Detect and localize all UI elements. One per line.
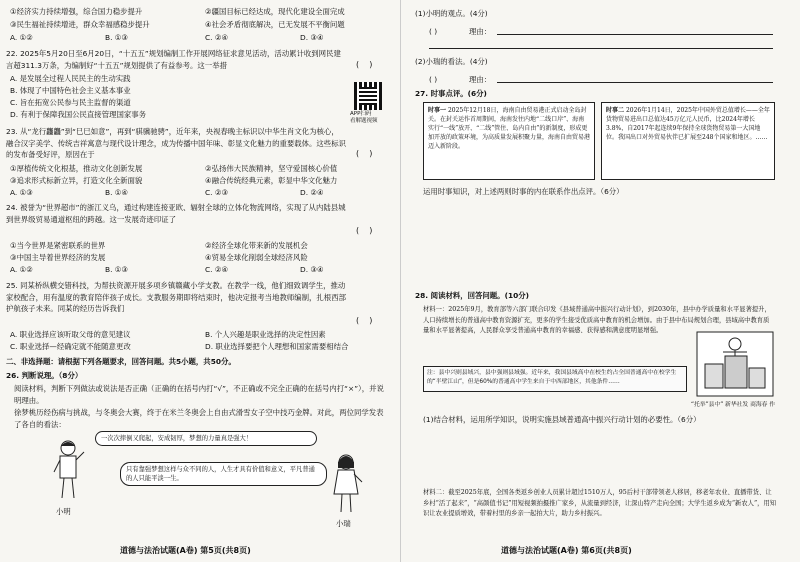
- note-box: [423, 366, 687, 392]
- answer-line[interactable]: [497, 82, 773, 83]
- question-26-material: 徐梦桃历经伤病与挑战，与冬奥会大赛，终于在米兰冬奥会上自由式滑雪女子空中技巧金牌。对此，两位同学发表了各自的看法：: [14, 408, 384, 429]
- section-heading: 二、非选择题：请根据下列各题要求，回答问题。共5小题，共50分。: [6, 357, 236, 366]
- q23-choice-c: C. ②③: [205, 188, 229, 197]
- q23-option-4: ④融合传统经典元素，彰显中华文化魅力: [205, 176, 338, 185]
- q24-option-1: ①当今世界是紧密联系的世界: [10, 241, 106, 250]
- q23-option-3: ③追求形式标新立异，打造文化全新面貌: [10, 176, 143, 185]
- choice-b: B. ①③: [105, 33, 129, 42]
- current-event-1-box: [423, 102, 595, 180]
- question-24: 24. 被誉为“世界超市”的浙江义乌，通过构建连接亚欧、辐射全球的立体化物流网络，实现了从内陆县城到世界级贸易通道枢纽的跨越。这一发展奇迹印证了: [6, 203, 346, 224]
- student-figure-icon: [48, 438, 88, 502]
- event-2-title: 时事二: [606, 107, 625, 114]
- q24-option-4: ④贸易全球化削弱全球经济风险: [205, 253, 308, 262]
- choice-d: D. ③④: [300, 33, 324, 42]
- q25-option-d: D. 职业选择要把个人理想和国家需要相结合: [205, 342, 349, 351]
- q24-choice-b: B. ①③: [105, 265, 129, 274]
- question-26-title: 26. 判断说理。（8分）: [6, 371, 83, 380]
- student-figure-icon: [326, 452, 366, 516]
- event-1-title: 时事一: [428, 107, 447, 114]
- answer-line[interactable]: [429, 48, 773, 49]
- answer-paren-22[interactable]: ( ): [356, 60, 373, 69]
- q23-choice-a: A. ①③: [10, 188, 33, 197]
- q24-option-2: ②经济全球化带来新的发展机会: [205, 241, 308, 250]
- question-28-title: 28. 阅读材料，回答问题。(10分): [415, 291, 530, 300]
- choice-a: A. ①②: [10, 33, 33, 42]
- q22-option-d: D. 有利于保障我国公民直接管理国家事务: [10, 110, 147, 119]
- option-1: ①经济实力持续增强，综合国力稳步提升: [10, 7, 143, 16]
- q24-choice-d: D. ③④: [300, 265, 324, 274]
- question-27-prompt: 运用时事知识，对上述两则时事的内在联系作出点评。（6分）: [423, 187, 624, 196]
- question-26-instruction: 阅读材料，判断下列做法或说法是否正确（正确的在括号内打“√”，不正确或不完全正确的在括号内打“×”），并说明理由。: [14, 384, 384, 405]
- q23-choice-b: B. ①④: [105, 188, 129, 197]
- q25-option-b: B. 个人兴趣是职业选择的决定性因素: [205, 330, 326, 339]
- qr-caption: APP扫码 看解题视频: [350, 111, 378, 124]
- current-event-2-box: [601, 102, 775, 180]
- q24-option-3: ③中国主导着世界经济的发展: [10, 253, 106, 262]
- cartoon-caption: “托举”县中” 新华社发 商海春 作: [691, 402, 776, 408]
- reason-label-1: 理由：: [469, 27, 492, 36]
- q22-option-c: C. 旨在拓宽公民参与民主监督的渠道: [10, 98, 131, 107]
- note-text: 注：县中兴则县域兴，县中强则县域强。近年来，我国县域高中在校生约占全国普通高中在校学生的“半壁江山”，但是60%的普通高中学生来自于中西部地区，其他条件……: [427, 370, 677, 385]
- option-4: ④社会矛盾彻底解决，已无发展不平衡问题: [205, 20, 345, 29]
- page-footer-6: 道德与法治试题(A卷) 第6页(共8页): [501, 546, 632, 555]
- option-2: ②疆国目标已经达成，现代化建设全面完成: [205, 7, 345, 16]
- option-3: ③民生福祉持续增进，群众幸福感稳步提升: [10, 20, 150, 29]
- answer-paren-1[interactable]: ( ): [429, 27, 438, 36]
- answer-paren-24[interactable]: ( ): [356, 226, 373, 235]
- answer-paren-25[interactable]: ( ): [356, 316, 373, 325]
- answer-paren-2[interactable]: ( ): [429, 75, 438, 84]
- q23-option-1: ①厚植传统文化根基，推动文化创新发展: [10, 164, 143, 173]
- student-name-left: 小明: [56, 507, 71, 516]
- q25-option-c: C. 职业选择—经确定就不能随意更改: [10, 342, 131, 351]
- speech-bubble-right: 只有靠强梦想这样与众不同的人，人生才具有价值和意义，平凡普通的人只能平淡一生。: [120, 462, 327, 486]
- material-2: 材料二：截至2025年底，全国各类返乡创业人员累计超过1510万人，95后村干部带领老人移居，移老年农业、直播带货、让乡村“活了起来”，“高颜值书记”用短视频拍摄推广家乡，从流量到经济，让深山特产走向全国；大学生返乡成为“新农人”，用知识让农业提质增效，带着村里的乡亲一起拍大片，助力乡村振兴。: [423, 489, 777, 517]
- exam-page-6: [400, 0, 800, 562]
- part-2-label: (2)小瑞的看法。(4分): [415, 57, 488, 66]
- choice-c: C. ②④: [205, 33, 229, 42]
- q22-option-a: A. 是发展全过程人民民主的生动实践: [10, 74, 131, 83]
- q22-option-b: B. 体现了中国特色社会主义基本事业: [10, 86, 131, 95]
- event-2-text: 2026年1月14日，2025年中国外贸总值增长——全年货物贸易进出口总值达45万亿元人民币，比2024年增长3.8%，自2017年起连续9年保持全球货物贸易第一大国地位。我国出口对外贸易伙伴已扩展至248个国家和地区。……: [606, 107, 770, 141]
- question-27-title: 27. 时事点评。(6分): [415, 89, 487, 98]
- q23-option-2: ②弘扬伟大民族精神，坚守爱国核心价值: [205, 164, 338, 173]
- q25-option-a: A. 职业选择应该听取父母的意见建议: [10, 330, 131, 339]
- reason-label-2: 理由：: [469, 75, 492, 84]
- question-22: 22. 2025年5月20日至6月20日，“十五五”规划编制工作开展网络征求意见活动，活动累计收到网民建言超311.3万条，为编制好“十五五”规划提供了有益参考。这一举措: [6, 49, 341, 70]
- cartoon-illustration-icon: [695, 330, 775, 398]
- speech-bubble-left: 一次次摔倒又爬起，安成韧厚，梦想的力量真是强大！: [95, 431, 317, 446]
- page-footer-5: 道德与法治试题(A卷) 第5页(共8页): [120, 546, 251, 555]
- qr-code-icon[interactable]: [354, 82, 382, 110]
- question-28-part-1: (1)结合材料，运用所学知识，说明实施县域普通高中振兴行动计划的必要性。（6分）: [423, 415, 701, 424]
- question-25: 25. 同某桥纵横交错科技，为帮扶资源开展多项乡镇赣藏小学支教。在教学一线，他们细致调学生，推动家校配合，用有温度的教育陪伴孩子成长。支教服务期即将结束时，他决定报考当地教师编制，扎根西部护航孩子未来。同某的经历告诉我们: [6, 281, 346, 313]
- part-1-label: (1)小明的观点。(4分): [415, 9, 488, 18]
- q23-choice-d: D. ②④: [300, 188, 324, 197]
- answer-line[interactable]: [497, 34, 773, 35]
- student-name-right: 小瑞: [336, 519, 351, 528]
- material-1: 材料一：2025年9月，教育部等六部门联合印发《县域普通高中振兴行动计划》，到2030年，县中办学质量和水平显著提升，人口持续增长的普通高中教育资源扩充，更多的学生接受优质高中教育的机会增加。由于县中布局规划合理，县域高中教育质量和水平显著提高，人民群众享受普通高中教育的幸福感、获得感和满意度明显增强。: [423, 306, 771, 334]
- q24-choice-a: A. ①②: [10, 265, 33, 274]
- q24-choice-c: C. ②④: [205, 265, 229, 274]
- question-23: 23. 从“龙行龘龘”到“巳巳如意”，再到“骐骥驰骋”，近年来，央视春晚主标识以中华生肖文化为核心，融合汉字美学、传统吉祥寓意与现代设计理念，成为传播中国年味、彰显文化魅力的重要载体。这些标识的发布备受好评，原因在于: [6, 127, 346, 159]
- event-1-text: 2025年12月18日，海南自由贸易港正式启动全岛封关。在封关运作首周期间，海南发往内地“二线口岸”、海南实行“一线”放开、“二线”管住、岛内自由”的新制度，形成更加开放的政策环境，为高质量发展积聚力量，海南自由贸易港迈入新阶段。: [428, 107, 591, 150]
- answer-paren-23[interactable]: ( ): [356, 149, 373, 158]
